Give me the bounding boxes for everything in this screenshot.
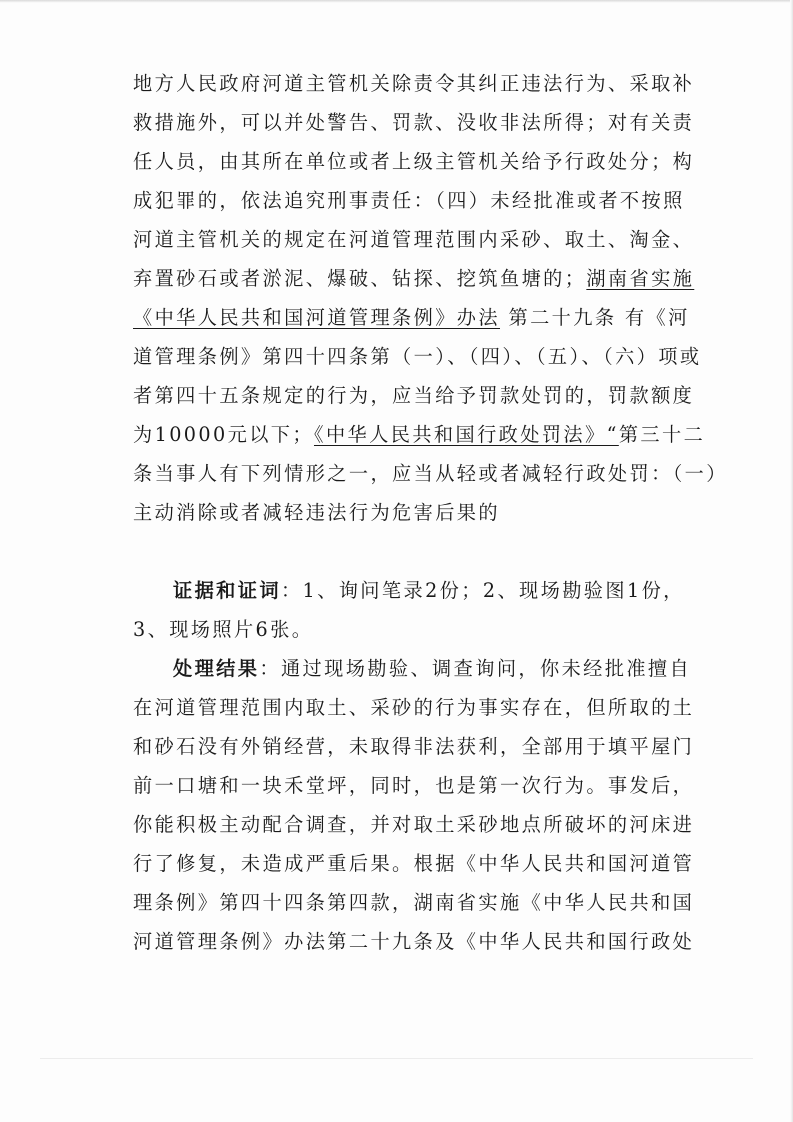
text-line bbox=[133, 376, 695, 415]
text-line bbox=[133, 727, 695, 766]
text-line bbox=[133, 610, 673, 649]
section-label: 处理结果 bbox=[173, 657, 260, 680]
text-segment: 你能积极主动配合调查，并对取土采砂地点所破坏的河床进 bbox=[133, 813, 695, 836]
text-line bbox=[133, 844, 695, 883]
scan-divider-line bbox=[40, 1058, 753, 1059]
text-line bbox=[133, 883, 695, 922]
text-line bbox=[133, 142, 695, 181]
text-segment: 3、现场照片6张。 bbox=[133, 618, 314, 641]
text-line bbox=[133, 571, 685, 610]
text-segment: 在河道管理范围内取土、采砂的行为事实存在，但所取的土 bbox=[133, 696, 695, 719]
text-line bbox=[133, 766, 695, 805]
text-line bbox=[133, 181, 685, 220]
text-line bbox=[133, 259, 695, 298]
text-line bbox=[133, 64, 695, 103]
section-label: 证据和证词 bbox=[173, 579, 281, 602]
text-segment: 为10000元以下； bbox=[133, 423, 314, 446]
text-segment: 主动消除或者减轻违法行为危害后果的 bbox=[133, 501, 500, 524]
text-segment: 任人员，由其所在单位或者上级主管机关给予行政处分；构 bbox=[133, 150, 695, 173]
text-segment: 河道管理条例》办法第二十九条及《中华人民共和国行政处 bbox=[133, 930, 695, 953]
text-segment: 行了修复，未造成严重后果。根据《中华人民共和国河道管 bbox=[133, 852, 695, 875]
text-segment: ：1、询问笔录2份；2、现场勘验图1份， bbox=[280, 579, 685, 602]
text-line bbox=[133, 415, 706, 454]
text-line bbox=[133, 805, 695, 844]
text-line bbox=[133, 103, 695, 142]
text-segment: 弃置砂石或者淤泥、爆破、钻探、挖筑鱼塘的； bbox=[133, 267, 587, 290]
scan-edge-top bbox=[0, 0, 793, 3]
text-line bbox=[133, 688, 695, 727]
underlined-citation: 湖南省实施 bbox=[586, 267, 695, 290]
evidence-paragraph bbox=[133, 571, 685, 649]
text-line bbox=[133, 649, 692, 688]
text-line bbox=[133, 493, 673, 532]
text-segment: 和砂石没有外销经营，未取得非法获利，全部用于填平屋门 bbox=[133, 735, 695, 758]
text-segment: 前一口塘和一块禾堂坪，同时，也是第一次行为。事发后， bbox=[133, 774, 695, 797]
text-segment: 第三十二 bbox=[618, 423, 706, 446]
text-line bbox=[133, 220, 695, 259]
text-segment: ：通过现场勘验、调查询问，你未经批准擅自 bbox=[259, 657, 692, 680]
text-segment: 条当事人有下列情形之一，应当从轻或者减轻行政处罚：（一） bbox=[133, 462, 728, 485]
text-line bbox=[133, 454, 728, 493]
text-line bbox=[133, 922, 695, 961]
text-segment: 成犯罪的，依法追究刑事责任：（四）未经批准或者不按照 bbox=[133, 189, 685, 212]
text-segment: 第二十九条 有《河 bbox=[500, 306, 690, 329]
text-segment: 理条例》第四十四条第四款，湖南省实施《中华人民共和国 bbox=[133, 891, 695, 914]
text-segment: 地方人民政府河道主管机关除责令其纠正违法行为、采取补 bbox=[133, 72, 695, 95]
text-segment: 者第四十五条规定的行为，应当给予罚款处罚的，罚款额度 bbox=[133, 384, 695, 407]
underlined-citation: 《中华人民共和国行政处罚法》“ bbox=[313, 423, 619, 446]
text-segment: 救措施外，可以并处警告、罚款、没收非法所得；对有关责 bbox=[133, 111, 695, 134]
text-line bbox=[133, 337, 702, 376]
result-paragraph bbox=[133, 649, 695, 961]
legal-basis-paragraph bbox=[133, 64, 728, 532]
text-segment: 道管理条例》第四十四条第（一）、（四）、（五）、（六）项或 bbox=[133, 345, 702, 368]
text-line bbox=[133, 298, 690, 337]
text-segment: 河道主管机关的规定在河道管理范围内采砂、取土、淘金、 bbox=[133, 228, 695, 251]
underlined-citation: 《中华人民共和国河道管理条例》办法 bbox=[133, 306, 500, 329]
